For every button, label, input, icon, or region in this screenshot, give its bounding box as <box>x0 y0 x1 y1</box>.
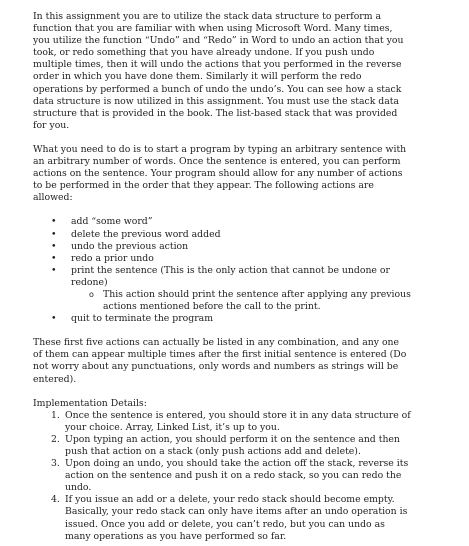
action-text: redo a prior undo <box>71 252 154 264</box>
implementation-steps-list <box>33 410 411 543</box>
combination-paragraph: These first five actions can actually be listed in any combination, and any one of them can appear multiple times after the first initial sentence is entered (Do not worry about any punctuations, only words and numbers as strings will be entered). <box>33 337 407 385</box>
step-number: 3. <box>51 458 60 470</box>
list-item <box>51 216 411 228</box>
intro-paragraph: In this assignment you are to utilize the stack data structure to perform a function that you are familiar with when using Microsoft Word. Many times, you utilize the function “Undo” and “Redo” in Word to undo an action that you took, or redo something that you have already undone. If you push undo multiple times, then it will undo the actions that you performed in the reverse order in which you have done them. Similarly it will perform the redo operations by performed a bunch of undo the undo’s. You can see how a stack data structure is now utilized in this assignment. You must use the stack data structure that is provided in the book. The list-based stack that was provided for you. <box>33 11 404 131</box>
action-text: print the sentence (This is the only action that cannot be undone or redone) <box>71 264 390 288</box>
step-number: 4. <box>51 494 60 506</box>
print-subnote: This action should print the sentence after applying any previous actions mentioned before the call to the print. <box>103 288 411 313</box>
paragraph-spacer <box>33 132 411 144</box>
list-item <box>51 265 411 313</box>
action-text: undo the previous action <box>71 240 189 252</box>
paragraph-spacer <box>33 204 411 216</box>
action-text: add “some word” <box>71 216 153 228</box>
list-item <box>51 434 411 458</box>
paragraph-spacer <box>33 325 411 337</box>
step-number: 2. <box>51 433 60 445</box>
list-item <box>51 241 411 253</box>
step-text: Upon typing an action, you should perform it on the sentence and then push that action on a stack (only push actions add and delete). <box>65 433 400 457</box>
implementation-heading: Implementation Details: <box>33 397 147 409</box>
actions-list <box>33 216 411 325</box>
list-item <box>51 458 411 494</box>
paragraph-spacer <box>33 386 411 398</box>
print-subnote-list <box>71 289 411 313</box>
step-text: If you issue an add or a delete, your redo stack should become empty. Basically, your redo stack can only have items after an undo operation is issued. Once you add or delete, you can’t redo, but you can undo as many operations as you have performed so far. <box>65 494 408 542</box>
list-item <box>51 313 411 325</box>
list-item <box>89 289 411 313</box>
list-item <box>51 229 411 241</box>
step-text: Once the sentence is entered, you should store it in any data structure of your choice. Array, Linked List, it’s up to you. <box>65 409 411 433</box>
action-text: quit to terminate the program <box>71 313 214 325</box>
step-text: Upon doing an undo, you should take the action off the stack, reverse its action on the sentence and push it on a redo stack, so you can redo the undo. <box>65 458 409 494</box>
list-item <box>51 494 411 542</box>
list-item <box>51 253 411 265</box>
task-paragraph: What you need to do is to start a program by typing an arbitrary sentence with an arbitrary number of words. Once the sentence is entered, you can perform actions on the sentence. Your program should allow for any number of actions to be performed in the order that they appear. The following actions are allowed: <box>33 143 407 204</box>
list-item <box>51 410 411 434</box>
step-number: 1. <box>51 409 60 421</box>
action-text: delete the previous word added <box>71 228 221 240</box>
